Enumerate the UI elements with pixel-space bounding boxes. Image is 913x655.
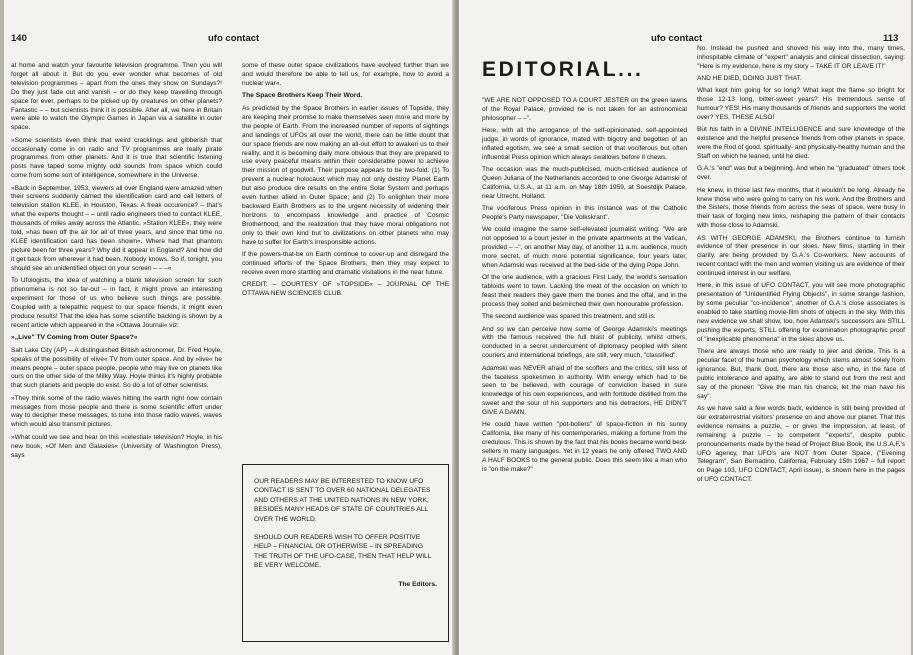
paragraph: some of these outer space civilizations have evolved further than we and would therefore be able to tell us, for example, how to avoid a nuclear war«.	[242, 62, 449, 87]
paragraph: If the powers-that-be on Earth continue to cover-up and disregard the continued efforts of the Space Brothers, then they may expect to receive even more startling and dramatic visitations in the near future.	[242, 250, 449, 276]
paragraph: »Back in September, 1953, viewers all over England were amazed when their screens suddenly carried the identification card and call letters of television station KLEE, in Houston, Texas. A freak occurence? – that's what the experts thought – – until radio engineers tried to contact KLEE, thousands of miles away across the Atlantic. »Station KLEE«, they were told, »has been off the air for all of three years, and since that time no KLEE identification card has been shown«. Where had that phantom picture been for three years? Why did it appear in England? And how did it get back from wherever it had been. Nobody knows. So if, tonight, you should see an unidentified object on your screen – – –«	[11, 184, 222, 272]
paragraph: To Ufologists, the idea of watching a blank television screen for such phenomena is not so far-out – in fact, it might prove an interesting experiment for those of us who believe such things are possible. Coupled with a telepathic request to our space friends, it might even produce results! That the idea has some scientific backing is shown by a recent article which appeared in the »Ottawa Journal« viz:	[11, 277, 222, 329]
page-number-right: 113	[883, 33, 899, 44]
right-column-1	[482, 97, 687, 478]
paragraph: No. Instead he pushed and shoved his way into the, many times, inhospitable climate of "expert" analysis and clinical dissection, saying: "Here is my evidence, here is my story – TAKE IT OR LEAVE IT!"	[697, 45, 905, 70]
article-subheading: »„Live" TV Coming from Outer Space?«	[11, 333, 138, 341]
page-number-left: 140	[11, 33, 27, 44]
paragraph: And so we can perceive how some of George Adamski's meetings with the famous received the full blast of publicity, whilst others, conducted in a secret undercurrent of diplomacy peopled with silent couriers and international briefings, are still, very much, "classified".	[482, 325, 687, 360]
paragraph: Here, with all the arrogance of the self-opinionated, self-appointed judge, in words of ignorance, mated with bigotry and begotten of an inflated egotism, we see a small section of that vociferous but often influential Press opinion which always swallows before it chews.	[482, 127, 687, 161]
left-page	[4, 0, 455, 655]
paragraph: What kept him going for so long? What kept the flame so bright for those 12-13 long, bitter-sweet years? His tremendous sense of humour? YES! His many thousands of friends and supporters the world over? YES, THESE ALSO!	[697, 87, 905, 122]
paragraph: As predicted by the Space Brothers in earlier issues of Topside, they are keeping their promise to make themselves seen more and more by the people of Earth. From the increased number of reports of sightings and landings of UFOs all over the world, there can be little doubt that our space friends are now making an all-out effort to awaken us to their reality, and it is becoming daily more obvious that they are prepared to use every peaceful means within their considerable power to achieve their mission of goodwill. Their purpose appears to be two-fold: (1) To prevent a nuclear holocaust which may not only destroy Planet Earth but also produce dire results on the entire Solar System and perhaps even further afield in Outer Space; and (2) To enlighten their more backward Earth Brothers as to the urgent necessity of widening their horizons to encompass knowledge and practice of Cosmic Brotherhood, and the realization that they have moral obligations not only to their own kind but to civilizations on other planets who may have to suffer for Earth's irresponsible actions.	[242, 105, 449, 246]
paragraph: at home and watch your favourite television programme. Then you will forget all about it. But do you ever wonder what becomes of old television programmes – apart from the ones they show on Sundays?! Do they just fade out and vanish – or do they keep travelling through space for ever, perhaps to be picked up by creatures on other planets? Fantastic – – but scientists think it is possible. After all, we here in Britain were able to watch the Olympic Games in Japan via a satellite in outer space.	[11, 62, 222, 132]
paragraph: He could have written "pot-boilers" of space-fiction in his sunny California, like many of his contemporaries, making a fortune from the credulous. This is shown by the fact that his books became world best-sellers in many languages. Yet in 12 years he only offered TWO AND A HALF BOOKS to the general public. Does this seem like a man who is "on the make?"	[482, 421, 687, 473]
running-head-right: ufo contact	[651, 33, 703, 44]
right-column-2	[697, 45, 905, 489]
paragraph: But his faith in a DIVINE INTELLIGENCE and sure knowledge of the existence and the helpful presence friends from other planets in space, were the Rod of good, spiritually- and physically-healthy human and the Staff on which he leaned, until he died.	[697, 126, 905, 161]
paragraph: The occasion was the much-publicised, much-criticised audience of Queen Juliana of the Netherlands accorded to one George Adamski of California, U.S.A., at 11 a.m. on May 18th 1959, at Soestdijk Palace, near Utrecht, Holland.	[482, 166, 687, 200]
paragraph: Adamski was NEVER afraid of the scoffers and the critics, still less of the faceless spokesmen in authority. With energy which had to be seen to be believed, with courage of conviction based in sure knowledge of his own experiences, and with fortitude distilled from the sweet and the sour of his supporters and his detractors, HE DIDN'T GIVE A DAMN.	[482, 364, 687, 417]
left-column-2	[242, 62, 449, 302]
paragraph: Salt Lake City (AP) – A distinguished British astronomer, Dr. Fred Hoyle, speaks of the possibility of »live« TV from outer space. And by »live« he means people – outer space people, people who may live on planets like ours on the other side of the Milky Way. Hoyle thinks it's highly probable that such planets and people do exist. So do a lot of other scientists.	[11, 346, 222, 390]
running-head-left: ufo contact	[208, 33, 260, 44]
article-subheading: The Space Brothers Keep Their Word.	[242, 92, 363, 100]
paragraph: G.A.'s "end" was but a beginning. And when he "graduated" others took over.	[697, 165, 905, 182]
paragraph: The vociferous Press opinion in this instance was of the Catholic People's Party newspaper, "Die Volkskrant".	[482, 205, 687, 222]
notice-paragraph: OUR READERS MAY BE INTERESTED TO KNOW UFO CONTACT IS SENT TO OVER 60 NATIONAL DELEGATES AND OTHERS AT THE UNITED NATIONS IN NEW YORK, BESIDES MANY HEADS OF STATE OF COUNTRIES ALL OVER THE WORLD.	[254, 478, 431, 523]
notice-signoff: The Editors.	[398, 580, 437, 588]
paragraph: AND HE DIED, DOING JUST THAT.	[697, 75, 802, 83]
paragraph: He knew, in those last few months, that it wouldn't be long. Already he knew those who were going to carry on his work. And the Brothers and the Sisters, those friends from across the seas of space, were busy in their task of forging new links, reshaping the pattern of their contacts with those close to Adamski.	[697, 186, 905, 230]
credit-line: CREDIT: – COURTESY OF »TOPSIDE« – JOURNAL OF THE OTTAWA NEW SCIENCES CLUB.	[242, 281, 449, 297]
right-page	[459, 0, 911, 655]
paragraph: AS WITH GEORGE ADAMSKI, the Brothers continue to furnish evidence of their presence in our skies. New films, startling in their clarity, are being provided by G.A.'s Co-workers. New accounts of recent contact with the men and women visiting us are evidence of their continued interest in our welfare.	[697, 234, 905, 278]
notice-paragraph: SHOULD OUR READERS WISH TO OFFER POSITIVE HELP – FINANCIAL OR OTHERWISE – IN SPREADING THE TRUTH OF THE UFO-CASE, THEN THAT HELP WILL BE VERY WELCOME.	[254, 534, 432, 570]
paragraph: »Some scientists even think that weird cracklings and gibberish that occasionally come in on radio and TV programmes are really pirate programmes from other planets. And it is true that scientific listening posts have taped some mighty odd sounds from space which could come from some sort of intelligence, somewhere in the Universe.	[11, 136, 222, 180]
editorial-title: EDITORIAL...	[482, 58, 644, 81]
paragraph: The second audience was spared this treatment, and still is.	[482, 313, 656, 321]
left-column-1	[11, 62, 222, 464]
paragraph: We could imagine the same self-elevated journalist writing: "We are not opposed to a court jester in the private apartments at the Vatican, provided – –", on another May day, of another 11 a.m. audience, much more secret, of much more potential significance, four years later, when Adamski was received at the bed-side of the dying Pope John.	[482, 226, 687, 269]
paragraph: As we have said a few words back, evidence is still being provided of our extraterrestrial visitors' presence on and above our planet. That this evidence remains a puzzle, – or gives the impression, at least, of remaining a puzzle – to competent "experts", despite public pronouncements made by the head of Project Blue Book, the U.S.A.F.'s UFO agency, that UFO's are NOT from Outer Space, ("Evening Telegram", San Bernadino, California, February 15th 1967 – full report on Page 103, UFO CONTACT, April issue), is shown here in the pages of UFO CONTACT.	[697, 405, 905, 484]
paragraph: "WE ARE NOT OPPOSED TO A COURT JESTER on the green lawns of the Royal Palace, provided he is not taken for an astronomical philosopher – –".	[482, 97, 687, 122]
paragraph: Of the one audience, with a gracious First Lady, the world's sensation tabloids went to town. Lacking the meat of the occasion on which to feast their readers they gave them the bones and the offal, and in the process they soiled and besmirched their own honourable profession.	[482, 274, 687, 308]
paragraph: »What could we see and hear on this »celestial« television? Hoyle, in his new book, »Of Men and Galaxies« (University of Washington Press), says	[11, 433, 222, 459]
paragraph: »They think some of the radio waves hitting the earth right now contain messages from those people and there is some scientific effort under way to decipher these messages, to tune into those radio waves, waves which would also transmit pictures.	[11, 394, 222, 429]
readers-notice-box	[242, 464, 449, 642]
paragraph: There are always those who are ready to jeer and deride. This is a peculiar facet of the human psychology which stems almost solely from ignorance. But, thank God, there are those also who, in the face of public intolerance and apathy, are able to stand out from the rest and say of the pioneer: "Give the man his chance, let the man have his say".	[697, 348, 905, 400]
paragraph: Here, in this issue of UFO CONTACT, you will see more photographic presentation of "Unidentified Flying Objects", in some strange fashion, by some peculiar "co-incidence", another of G.A.'s close associates is enabled to take startling movie-film shots of objects in the sky. With this new evidence we shall show, too, how Adamski's successors are STILL pushing the experts, STILL offering for examination photographic proof of "inexplicable phenomena" in the skies above us.	[697, 282, 905, 343]
